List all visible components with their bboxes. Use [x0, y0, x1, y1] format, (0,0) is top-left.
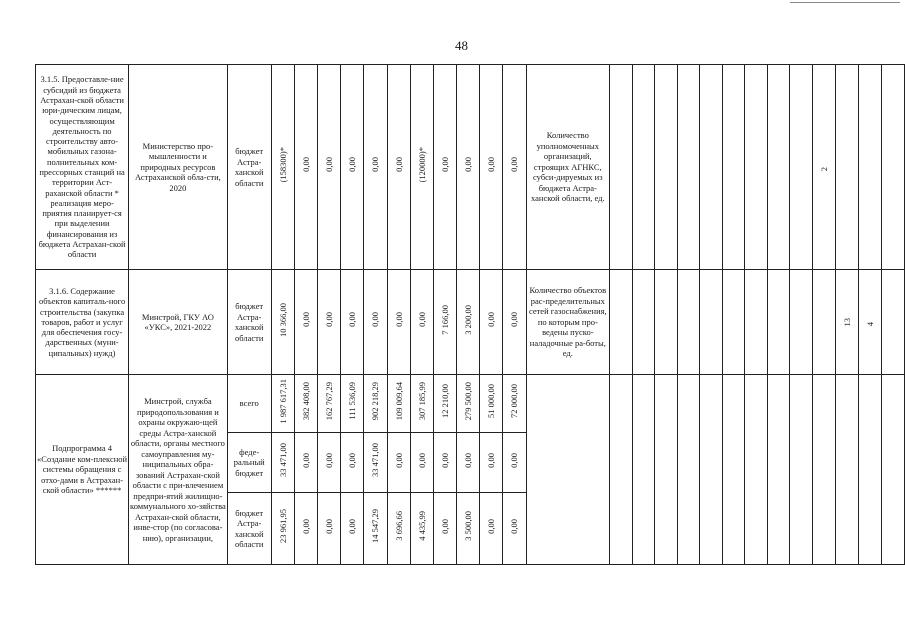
row-name: 3.1.5. Предоставле-ние субсидий из бюджета Астрахан-ской области юри-дическим лицам, осуществляющим деятельность по строительству авто-мобильных газона-полнительных ком-прессорных станций на территории Аст-раханской области * реализация меро-приятия планирует-ся при выделении финансирования из бюджета Астрахан-ской области — [36, 65, 129, 270]
value-cell: 902 218,29 — [370, 381, 381, 421]
value-cell: 0,00 — [509, 452, 520, 468]
value-cell: (158300)* — [277, 146, 288, 183]
value-cell: 0,00 — [370, 157, 381, 172]
value-cell: 0,00 — [463, 157, 474, 172]
value-cell: 0,00 — [439, 518, 450, 534]
value-cell: 0,00 — [324, 518, 335, 534]
value-cell: 0,00 — [463, 452, 474, 468]
value-cell: 12 210,00 — [439, 384, 450, 418]
value-cell: 0,00 — [486, 452, 497, 468]
value-cell: 0,00 — [393, 452, 404, 468]
value-cell: 72 000,00 — [509, 384, 520, 418]
value-cell: 3 200,00 — [463, 304, 474, 335]
value-cell: 10 366,00 — [277, 302, 288, 337]
value-cell: 0,00 — [439, 452, 450, 468]
value-cell: 0,00 — [301, 312, 312, 327]
value-cell: 279 500,00 — [463, 381, 474, 421]
value-cell: 0,00 — [347, 312, 358, 327]
value-cell: (120000)* — [416, 146, 427, 183]
value-cell: 0,00 — [509, 157, 520, 172]
value-cell: 0,00 — [324, 157, 335, 172]
target-cell: 4 — [865, 321, 876, 326]
value-cell: 14 547,29 — [370, 509, 381, 543]
value-cell: 0,00 — [486, 518, 497, 534]
page-number: 48 — [455, 38, 468, 53]
row-source: бюджет Астра-ханской области — [227, 270, 271, 375]
value-cell: 0,00 — [509, 518, 520, 534]
source-label: феде-ральный бюджет — [227, 433, 271, 493]
program-table — [35, 64, 905, 565]
top-rule — [790, 2, 900, 3]
value-cell: 0,00 — [416, 452, 427, 468]
value-cell: 0,00 — [393, 312, 404, 327]
value-cell: 33 471,00 — [277, 443, 288, 477]
row-executor: Минстрой, ГКУ АО «УКС», 2021-2022 — [129, 270, 227, 375]
value-cell: 0,00 — [416, 312, 427, 327]
value-cell: 0,00 — [347, 452, 358, 468]
row-name: 3.1.6. Содержание объектов капиталь-ного строительства (закупка товаров, работ и услуг для обеспечения госу-дарственных (муни-ципальных) нужд) — [36, 270, 129, 375]
value-cell: 162 767,29 — [324, 381, 335, 421]
value-cell: 3 500,00 — [463, 511, 474, 541]
row-executor: Министерство про-мышленности и природных ресурсов Астраханской обла-сти, 2020 — [129, 65, 227, 270]
value-cell: 0,00 — [393, 157, 404, 172]
value-cell: 0,00 — [301, 518, 312, 534]
value-cell: 0,00 — [301, 452, 312, 468]
row-source: бюджет Астра-ханской области — [227, 65, 271, 270]
value-cell: 4 435,99 — [416, 511, 427, 541]
target-cell: 13 — [841, 317, 852, 326]
source-label: бюджет Астра-ханской области — [227, 493, 271, 565]
value-cell: 3 696,66 — [393, 511, 404, 541]
subprogram-name: Подпрограмма 4 «Создание ком-плексной системы обращения с отхо-дами в Астрахан-ской области» ****** — [36, 375, 129, 565]
value-cell: 7 166,00 — [439, 304, 450, 335]
value-cell: 23 961,95 — [277, 509, 288, 543]
row-indicator: Количество уполномоченных организаций, строящих АГНКС, субси-дируемых из бюджета Астра-ханской области, ед. — [526, 65, 610, 270]
value-cell: 0,00 — [324, 312, 335, 327]
value-cell: 0,00 — [324, 452, 335, 468]
target-cell: 2 — [818, 166, 829, 171]
value-cell: 0,00 — [301, 157, 312, 172]
value-cell: 109 009,64 — [393, 381, 404, 421]
value-cell: 33 471,00 — [370, 443, 381, 477]
value-cell: 0,00 — [486, 312, 497, 327]
source-label: всего — [227, 375, 271, 433]
value-cell: 0,00 — [370, 312, 381, 327]
value-cell: 0,00 — [509, 312, 520, 327]
value-cell: 1 987 617,31 — [277, 378, 288, 424]
value-cell: 0,00 — [439, 157, 450, 172]
value-cell: 111 536,09 — [347, 382, 358, 420]
value-cell: 0,00 — [347, 518, 358, 534]
value-cell: 0,00 — [486, 157, 497, 172]
indicator-empty — [526, 375, 610, 565]
value-cell: 307 185,99 — [416, 381, 427, 421]
row-indicator: Количество объектов рас-пределительных сетей газоснабжения, по которым про-ведены пуско-наладочные ра-боты, ед. — [526, 270, 610, 375]
value-cell: 51 000,00 — [486, 384, 497, 418]
subprogram-executor: Минстрой, служба природопользования и охраны окружаю-щей среды Астра-ханской области, органы местного самоуправления му-ниципальных обра-зований Астрахан-ской области с при-влечением предпри-ятий жилищно-коммунального хо-зяйства Астрахан-ской области, инве-стор (по согласова-нию), организации, — [129, 375, 227, 565]
value-cell: 0,00 — [347, 157, 358, 172]
value-cell: 382 408,00 — [301, 381, 312, 421]
